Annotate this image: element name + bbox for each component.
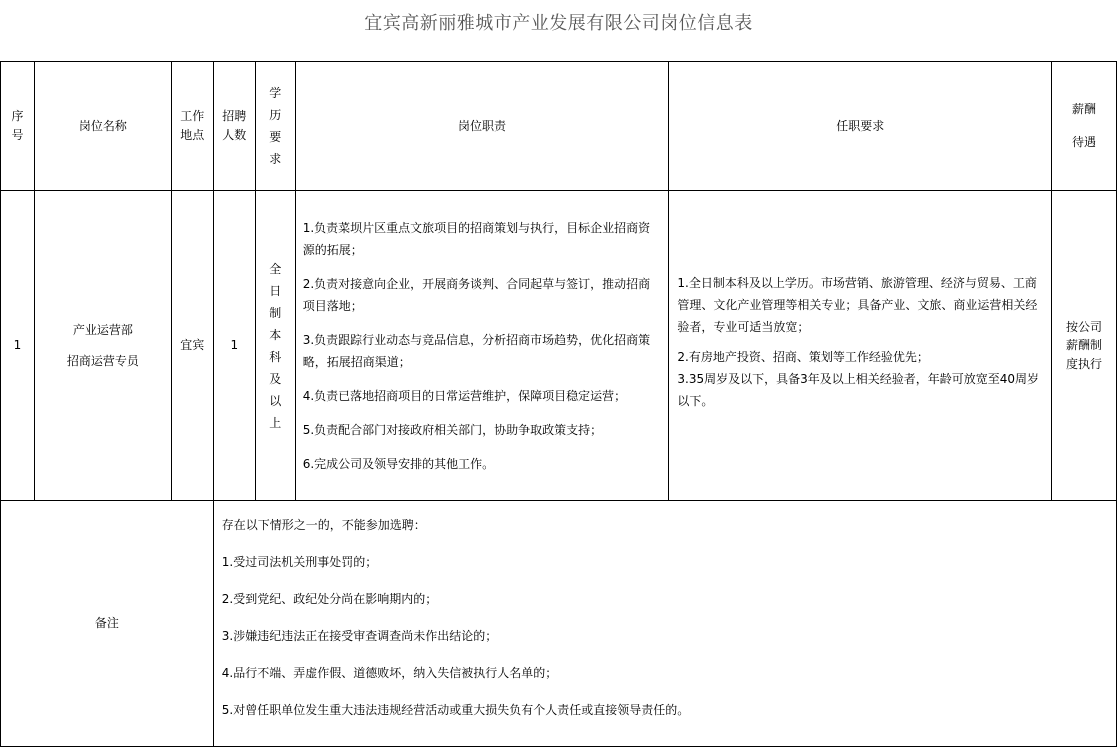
note-item: 5.对曾任职单位发生重大违法违规经营活动或重大损失负有个人责任或直接领导责任的。 [221,703,690,717]
notes-label: 备注 [1,501,214,747]
note-item: 4.品行不端、弄虚作假、道德败坏，纳入失信被执行人名单的； [221,666,558,680]
note-item: 1.受过司法机关刑事处罚的； [221,555,378,569]
notes-content [213,501,1116,747]
header-index: 序 号 [1,62,35,191]
table-row [1,191,1117,501]
header-row [1,62,1117,191]
row-index: 1 [1,191,35,501]
row-salary: 按公司 薪酬制 度执行 [1052,191,1117,501]
header-location: 工作 地点 [171,62,213,191]
note-item: 2.受到党纪、政纪处分尚在影响期内的； [221,592,438,606]
note-item: 存在以下情形之一的，不能参加选聘： [221,518,426,532]
header-count: 招聘 人数 [213,62,255,191]
duty-item: 2.负责对接意向企业，开展商务谈判、合同起草与签订，推动招商项目落地； [302,276,651,313]
requirement-item: 1.全日制本科及以上学历。市场营销、旅游管理、经济与贸易、工商管理、文化产业管理等相关专业；具备产业、文旅、商业运营相关经验者，专业可适当放宽； [677,275,1038,334]
duty-item: 3.负责跟踪行业动态与竞品信息，分析招商市场趋势，优化招商策略，拓展招商渠道； [302,332,651,369]
row-position: 产业运营部 招商运营专员 [34,191,171,501]
note-item: 3.涉嫌违纪违法正在接受审查调查尚未作出结论的； [221,629,498,643]
row-education: 全 日 制 本 科 及 以 上 [255,191,295,501]
row-duties [295,191,669,501]
row-location: 宜宾 [171,191,213,501]
row-requirements [669,191,1052,501]
row-count: 1 [213,191,255,501]
header-education: 学 历 要 求 [255,62,295,191]
job-info-table [0,61,1117,747]
duty-item: 5.负责配合部门对接政府相关部门，协助争取政策支持； [302,422,603,437]
requirement-item: 2.有房地产投资、招商、策划等工作经验优先； [677,349,929,364]
header-position: 岗位名称 [34,62,171,191]
notes-row [1,501,1117,747]
page-title: 宜宾高新丽雅城市产业发展有限公司岗位信息表 [364,13,753,34]
header-duties: 岗位职责 [295,62,669,191]
header-salary: 薪酬 待遇 [1052,62,1117,191]
duty-item: 4.负责已落地招商项目的日常运营维护，保障项目稳定运营； [302,388,627,403]
duty-item: 6.完成公司及领导安排的其他工作。 [302,456,495,471]
requirement-item: 3.35周岁及以下，具备3年及以上相关经验者，年龄可放宽至40周岁以下。 [677,371,1040,408]
header-requirements: 任职要求 [669,62,1052,191]
duty-item: 1.负责菜坝片区重点文旅项目的招商策划与执行，目标企业招商资源的拓展； [302,220,651,257]
